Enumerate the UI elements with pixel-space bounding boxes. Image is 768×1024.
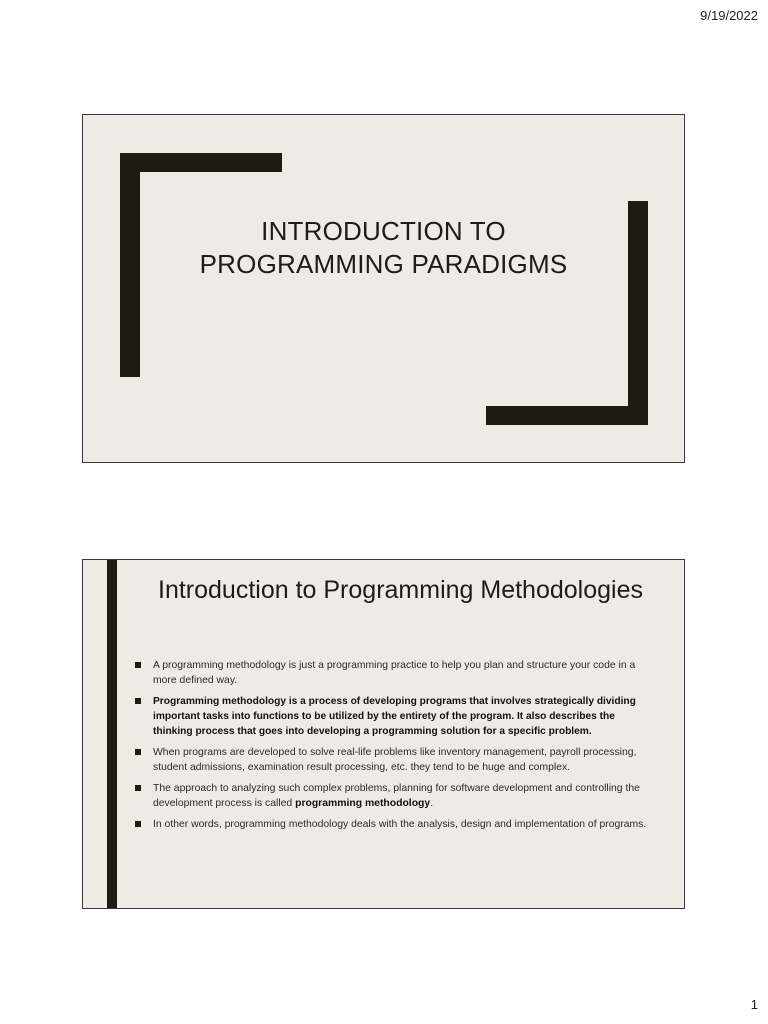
bullet-item: In other words, programming methodology deals with the analysis, design and implementation of programs. (135, 817, 654, 832)
bullet-item (135, 781, 654, 811)
bullet-text: The approach to analyzing such complex problems, planning for software development and controlling the development process is called (153, 783, 640, 809)
page-date: 9/19/2022 (700, 8, 758, 23)
bracket-bottom-right-horizontal (486, 406, 648, 425)
slide-title (83, 215, 684, 281)
title-slide (82, 114, 685, 463)
bullet-item: When programs are developed to solve real-life problems like inventory management, payroll processing, student admissions, examination result processing, etc. they tend to be huge and complex. (135, 745, 654, 775)
slide-title-line-2: PROGRAMMING PARADIGMS (199, 249, 568, 279)
slide-heading: Introduction to Programming Methodologies (158, 576, 643, 604)
accent-side-bar (107, 560, 117, 908)
bullet-emphasis: programming methodology (295, 798, 431, 809)
bullet-list (135, 658, 654, 838)
content-slide (82, 559, 685, 909)
bracket-top-left-horizontal (120, 153, 282, 172)
bullet-item: A programming methodology is just a programming practice to help you plan and structure your code in a more defined way. (135, 658, 654, 688)
bullet-item: Programming methodology is a process of developing programs that involves strategically dividing important tasks into functions to be utilized by the entirety of the program. It also describes the thinking process that goes into developing a programming solution for a specific problem. (135, 694, 654, 739)
slide-title-line-1: INTRODUCTION TO (261, 216, 506, 246)
page-number: 1 (750, 997, 758, 1012)
bullet-end: . (430, 798, 434, 809)
